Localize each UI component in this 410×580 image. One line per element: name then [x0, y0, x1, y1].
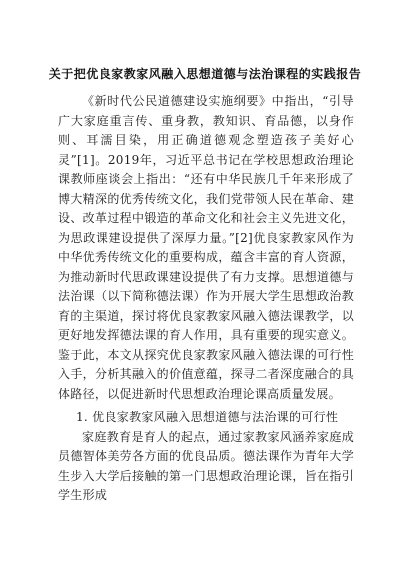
- document-title: 关于把优良家教家风融入思想道德与法治课程的实践报告: [48, 67, 362, 81]
- intro-paragraph: 《新时代公民道德建设实施纲要》中指出，“引导广大家庭重言传、重身教，教知识、育品德，以身作则、耳濡目染，用正确道德观念塑造孩子美好心灵”[1]。2019年，习近平总书记在学校思想政治理论课教师座谈会上指出：“还有中华民族几千年来形成了博大精深的优秀传统文化，我们党带领人民在革命、建设、改革过程中锻造的革命文化和社会主义先进文化，为思政课建设提供了深厚力量。”[2]优良家教家风作为中华优秀传统文化的重要构成，蕴含丰富的育人资源，为推动新时代思政课建设提供了有力支撑。思想道德与法治课（以下简称德法课）作为开展大学生思想政治教育的主渠道，探讨将优良家教家风融入德法课教学，以更好地发挥德法课的育人作用，具有重要的现实意义。鉴于此，本文从探究优良家教家风融入德法课的可行性入手，分析其融入的价值意蕴，探寻二者深度融合的具体路径，以促进新时代思想政治理论课高质量发展。: [58, 94, 354, 401]
- section-heading: 1. 优良家教家风融入思想道德与法治课的可行性: [76, 410, 339, 424]
- section-paragraph: 家庭教育是育人的起点，通过家教家风涵养家庭成员德智体美劳各方面的优良品质。德法课作为青年大学生步入大学后接触的第一门思想政治理论课，旨在指引学生形成: [58, 429, 354, 502]
- document-body: [58, 92, 354, 506]
